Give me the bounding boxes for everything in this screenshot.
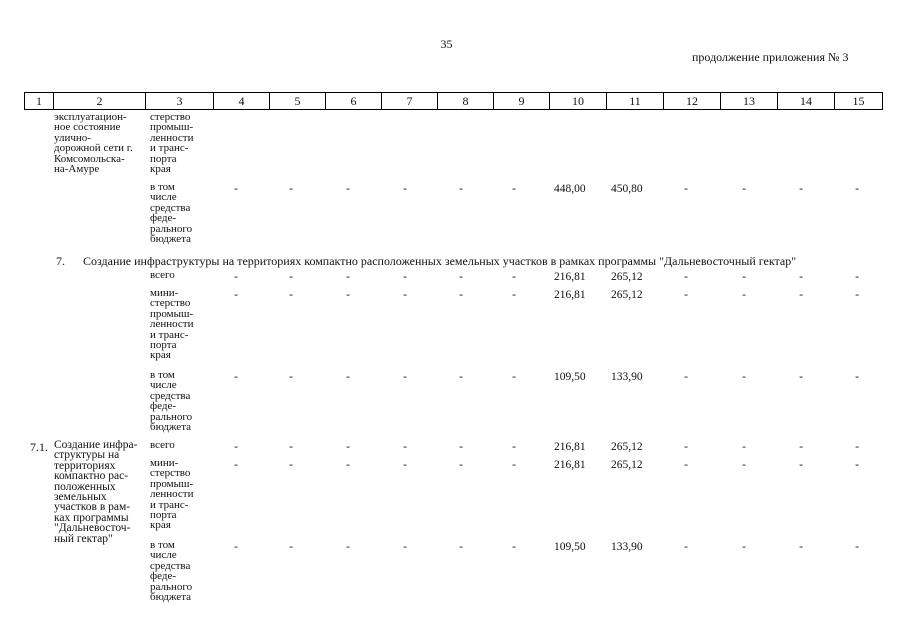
empty-value-dash: - (234, 289, 238, 301)
col-header: 11 (607, 93, 664, 110)
col-header: 7 (382, 93, 438, 110)
empty-value-dash: - (512, 271, 516, 283)
empty-value-dash: - (855, 459, 859, 471)
empty-value-dash: - (234, 441, 238, 453)
funding-value: 265,12 (611, 289, 643, 301)
empty-value-dash: - (346, 289, 350, 301)
empty-value-dash: - (346, 459, 350, 471)
empty-value-dash: - (459, 371, 463, 383)
row-category: мини- стерство промыш- ленности и транс- порта края (150, 287, 194, 362)
funding-value: 448,00 (554, 183, 586, 195)
empty-value-dash: - (289, 371, 293, 383)
empty-value-dash: - (512, 289, 516, 301)
empty-value-dash: - (459, 441, 463, 453)
empty-value-dash: - (742, 541, 746, 553)
empty-value-dash: - (512, 371, 516, 383)
row-category: стерство промыш- ленности и транс- порта края (150, 111, 194, 176)
row-description: Создание инфра- структуры на территориях компактно рас- положенных земельных участков в рам- ках программы "Дальневосточ- ный гектар" (54, 439, 138, 545)
empty-value-dash: - (742, 289, 746, 301)
funding-value: 216,81 (554, 271, 586, 283)
row-category: всего (150, 439, 175, 451)
col-header: 13 (721, 93, 778, 110)
funding-value: 265,12 (611, 271, 643, 283)
empty-value-dash: - (346, 441, 350, 453)
empty-value-dash: - (289, 541, 293, 553)
row-number: 7.1. (30, 440, 48, 454)
empty-value-dash: - (403, 271, 407, 283)
row-description: эксплуатацион- ное состояние улично- дорожной сети г. Комсомольска- на-Амуре (54, 111, 133, 176)
col-header: 6 (326, 93, 382, 110)
funding-value: 216,81 (554, 459, 586, 471)
empty-value-dash: - (403, 183, 407, 195)
empty-value-dash: - (459, 541, 463, 553)
empty-value-dash: - (799, 541, 803, 553)
empty-value-dash: - (289, 183, 293, 195)
empty-value-dash: - (742, 183, 746, 195)
funding-value: 216,81 (554, 441, 586, 453)
section-7-number: 7. (56, 254, 65, 268)
empty-value-dash: - (346, 371, 350, 383)
continuation-note: продолжение приложения № 3 (692, 50, 849, 64)
row-category: в том числе средства феде- рального бюджета (150, 181, 193, 246)
section-7-title (56, 254, 796, 269)
empty-value-dash: - (403, 441, 407, 453)
empty-value-dash: - (512, 459, 516, 471)
row-category: в том числе средства феде- рального бюджета (150, 539, 193, 604)
empty-value-dash: - (855, 289, 859, 301)
page-number: 35 (440, 37, 453, 51)
empty-value-dash: - (684, 459, 688, 471)
empty-value-dash: - (403, 459, 407, 471)
col-header: 14 (778, 93, 835, 110)
empty-value-dash: - (459, 459, 463, 471)
empty-value-dash: - (799, 441, 803, 453)
funding-value: 109,50 (554, 541, 586, 553)
empty-value-dash: - (289, 441, 293, 453)
empty-value-dash: - (799, 271, 803, 283)
empty-value-dash: - (289, 289, 293, 301)
empty-value-dash: - (799, 289, 803, 301)
empty-value-dash: - (346, 541, 350, 553)
empty-value-dash: - (799, 459, 803, 471)
empty-value-dash: - (855, 371, 859, 383)
empty-value-dash: - (234, 371, 238, 383)
empty-value-dash: - (684, 271, 688, 283)
funding-value: 216,81 (554, 289, 586, 301)
empty-value-dash: - (684, 289, 688, 301)
empty-value-dash: - (346, 271, 350, 283)
empty-value-dash: - (403, 541, 407, 553)
section-7-text: Создание инфраструктуры на территориях компактно расположенных земельных участков в рамках программы "Дальневосточный гектар" (83, 254, 797, 268)
empty-value-dash: - (234, 183, 238, 195)
empty-value-dash: - (346, 183, 350, 195)
empty-value-dash: - (855, 183, 859, 195)
empty-value-dash: - (742, 371, 746, 383)
col-header: 5 (270, 93, 326, 110)
empty-value-dash: - (512, 183, 516, 195)
empty-value-dash: - (742, 459, 746, 471)
empty-value-dash: - (684, 441, 688, 453)
col-header: 8 (438, 93, 494, 110)
empty-value-dash: - (403, 371, 407, 383)
funding-value: 109,50 (554, 371, 586, 383)
empty-value-dash: - (459, 289, 463, 301)
empty-value-dash: - (459, 183, 463, 195)
funding-value: 265,12 (611, 441, 643, 453)
col-header: 9 (494, 93, 550, 110)
empty-value-dash: - (742, 441, 746, 453)
empty-value-dash: - (289, 459, 293, 471)
col-header: 12 (664, 93, 721, 110)
empty-value-dash: - (512, 441, 516, 453)
funding-value: 450,80 (611, 183, 643, 195)
empty-value-dash: - (512, 541, 516, 553)
empty-value-dash: - (234, 541, 238, 553)
funding-value: 265,12 (611, 459, 643, 471)
col-header: 10 (550, 93, 607, 110)
empty-value-dash: - (799, 183, 803, 195)
empty-value-dash: - (684, 183, 688, 195)
row-category: мини- стерство промыш- ленности и транс- порта края (150, 457, 194, 532)
col-header: 1 (25, 93, 54, 110)
empty-value-dash: - (742, 271, 746, 283)
empty-value-dash: - (855, 271, 859, 283)
funding-value: 133,90 (611, 541, 643, 553)
col-header: 15 (835, 93, 883, 110)
empty-value-dash: - (459, 271, 463, 283)
col-header: 4 (214, 93, 270, 110)
row-category: в том числе средства феде- рального бюджета (150, 369, 193, 434)
row-category: всего (150, 269, 175, 281)
col-header: 2 (54, 93, 146, 110)
funding-value: 133,90 (611, 371, 643, 383)
empty-value-dash: - (403, 289, 407, 301)
empty-value-dash: - (799, 371, 803, 383)
empty-value-dash: - (855, 441, 859, 453)
empty-value-dash: - (289, 271, 293, 283)
col-header: 3 (146, 93, 214, 110)
empty-value-dash: - (855, 541, 859, 553)
empty-value-dash: - (234, 271, 238, 283)
empty-value-dash: - (684, 371, 688, 383)
empty-value-dash: - (234, 459, 238, 471)
empty-value-dash: - (684, 541, 688, 553)
